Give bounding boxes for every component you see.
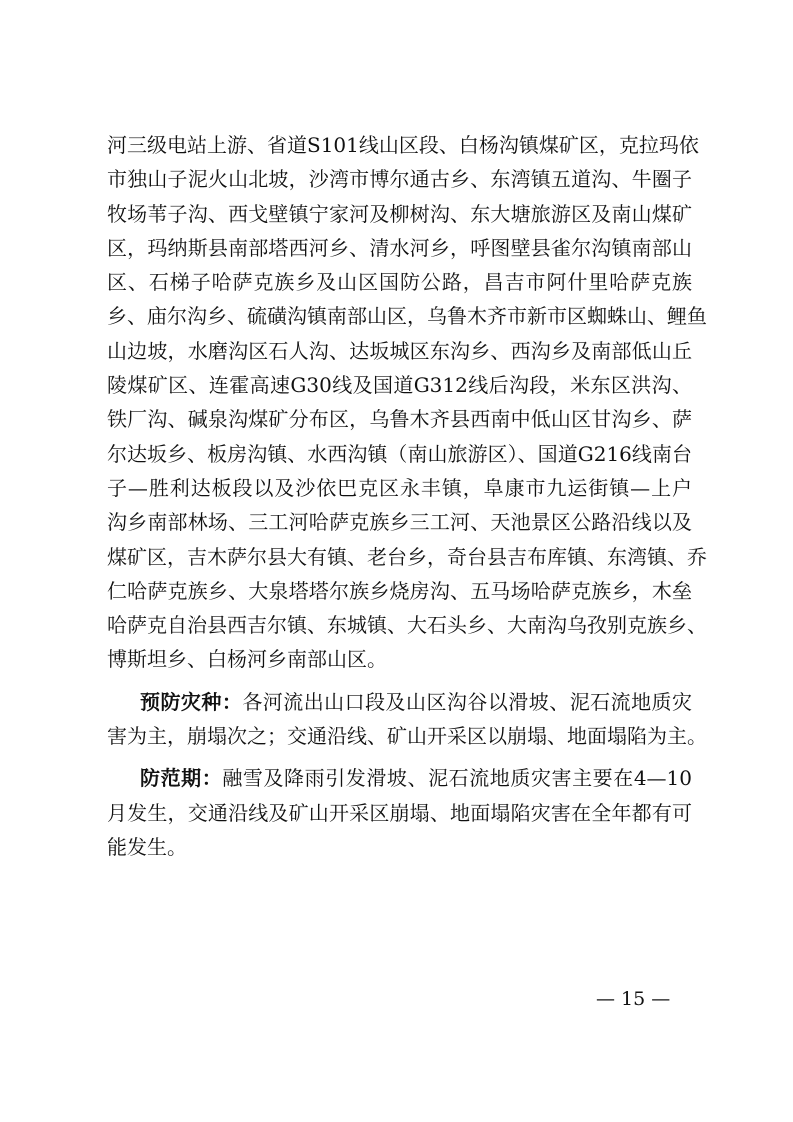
paragraph-hazard-types — [107, 685, 707, 754]
text-line: 尔达坂乡、板房沟镇、水西沟镇（南山旅游区）、国道G216线南台 — [107, 441, 692, 466]
text-line: 月发生，交通沿线及矿山开采区崩塌、地面塌陷灾害在全年都有可 — [107, 800, 692, 825]
text-line — [107, 761, 692, 795]
prevention-period-label: 防范期： — [140, 766, 223, 791]
text-line: 害为主，崩塌次之；交通沿线、矿山开采区以崩塌、地面塌陷为主。 — [107, 724, 707, 749]
prevention-period-text: 融雪及降雨引发滑坡、泥石流地质灾害主要在4—10 — [222, 766, 692, 791]
text-line: 仁哈萨克族乡、大泉塔塔尔族乡烧房沟、五马场哈萨克族乡，木垒 — [107, 578, 692, 603]
text-line: 区，玛纳斯县南部塔西河乡、清水河乡，呼图壁县雀尔沟镇南部山 — [107, 235, 692, 260]
page-number: — 15 — — [596, 988, 671, 1010]
paragraph-prevention-period — [107, 761, 692, 864]
text-line: 河三级电站上游、省道S101线山区段、白杨沟镇煤矿区，克拉玛依 — [107, 133, 699, 157]
hazard-types-label: 预防灾种： — [140, 689, 243, 714]
text-line: 乡、庙尔沟乡、硫磺沟镇南部山区，乌鲁木齐市新市区蜘蛛山、鲤鱼 — [107, 304, 707, 329]
text-line — [107, 685, 692, 719]
text-line: 市独山子泥火山北坡，沙湾市博尔通古乡、东湾镇五道沟、牛圈子 — [107, 167, 692, 192]
text-line: 哈萨克自治县西吉尔镇、东城镇、大石头乡、大南沟乌孜别克族乡、 — [107, 613, 707, 638]
hazard-types-text: 各河流出山口段及山区沟谷以滑坡、泥石流地质灾 — [242, 689, 693, 714]
body-text — [107, 128, 707, 864]
text-line: 铁厂沟、碱泉沟煤矿分布区，乌鲁木齐县西南中低山区甘沟乡、萨 — [107, 407, 692, 432]
text-line: 牧场苇子沟、西戈壁镇宁家河及柳树沟、东大塘旅游区及南山煤矿 — [107, 201, 692, 226]
text-line: 山边坡，水磨沟区石人沟、达坂城区东沟乡、西沟乡及南部低山丘 — [107, 338, 692, 363]
text-line: 区、石梯子哈萨克族乡及山区国防公路，昌吉市阿什里哈萨克族 — [107, 270, 692, 295]
text-line: 能发生。 — [107, 834, 187, 859]
paragraph-locations — [107, 128, 707, 677]
paragraph-spacer — [107, 753, 692, 761]
text-line: 沟乡南部林场、三工河哈萨克族乡三工河、天池景区公路沿线以及 — [107, 510, 692, 535]
text-line: 博斯坦乡、白杨河乡南部山区。 — [107, 647, 387, 672]
paragraph-spacer — [107, 677, 692, 685]
text-line: 煤矿区，吉木萨尔县大有镇、老台乡，奇台县吉布库镇、东湾镇、乔 — [107, 544, 707, 569]
text-line: 陵煤矿区、连霍高速G30线及国道G312线后沟段，米东区洪沟、 — [107, 373, 692, 398]
text-line: 子—胜利达板段以及沙依巴克区永丰镇，阜康市九运街镇—上户 — [107, 475, 692, 500]
